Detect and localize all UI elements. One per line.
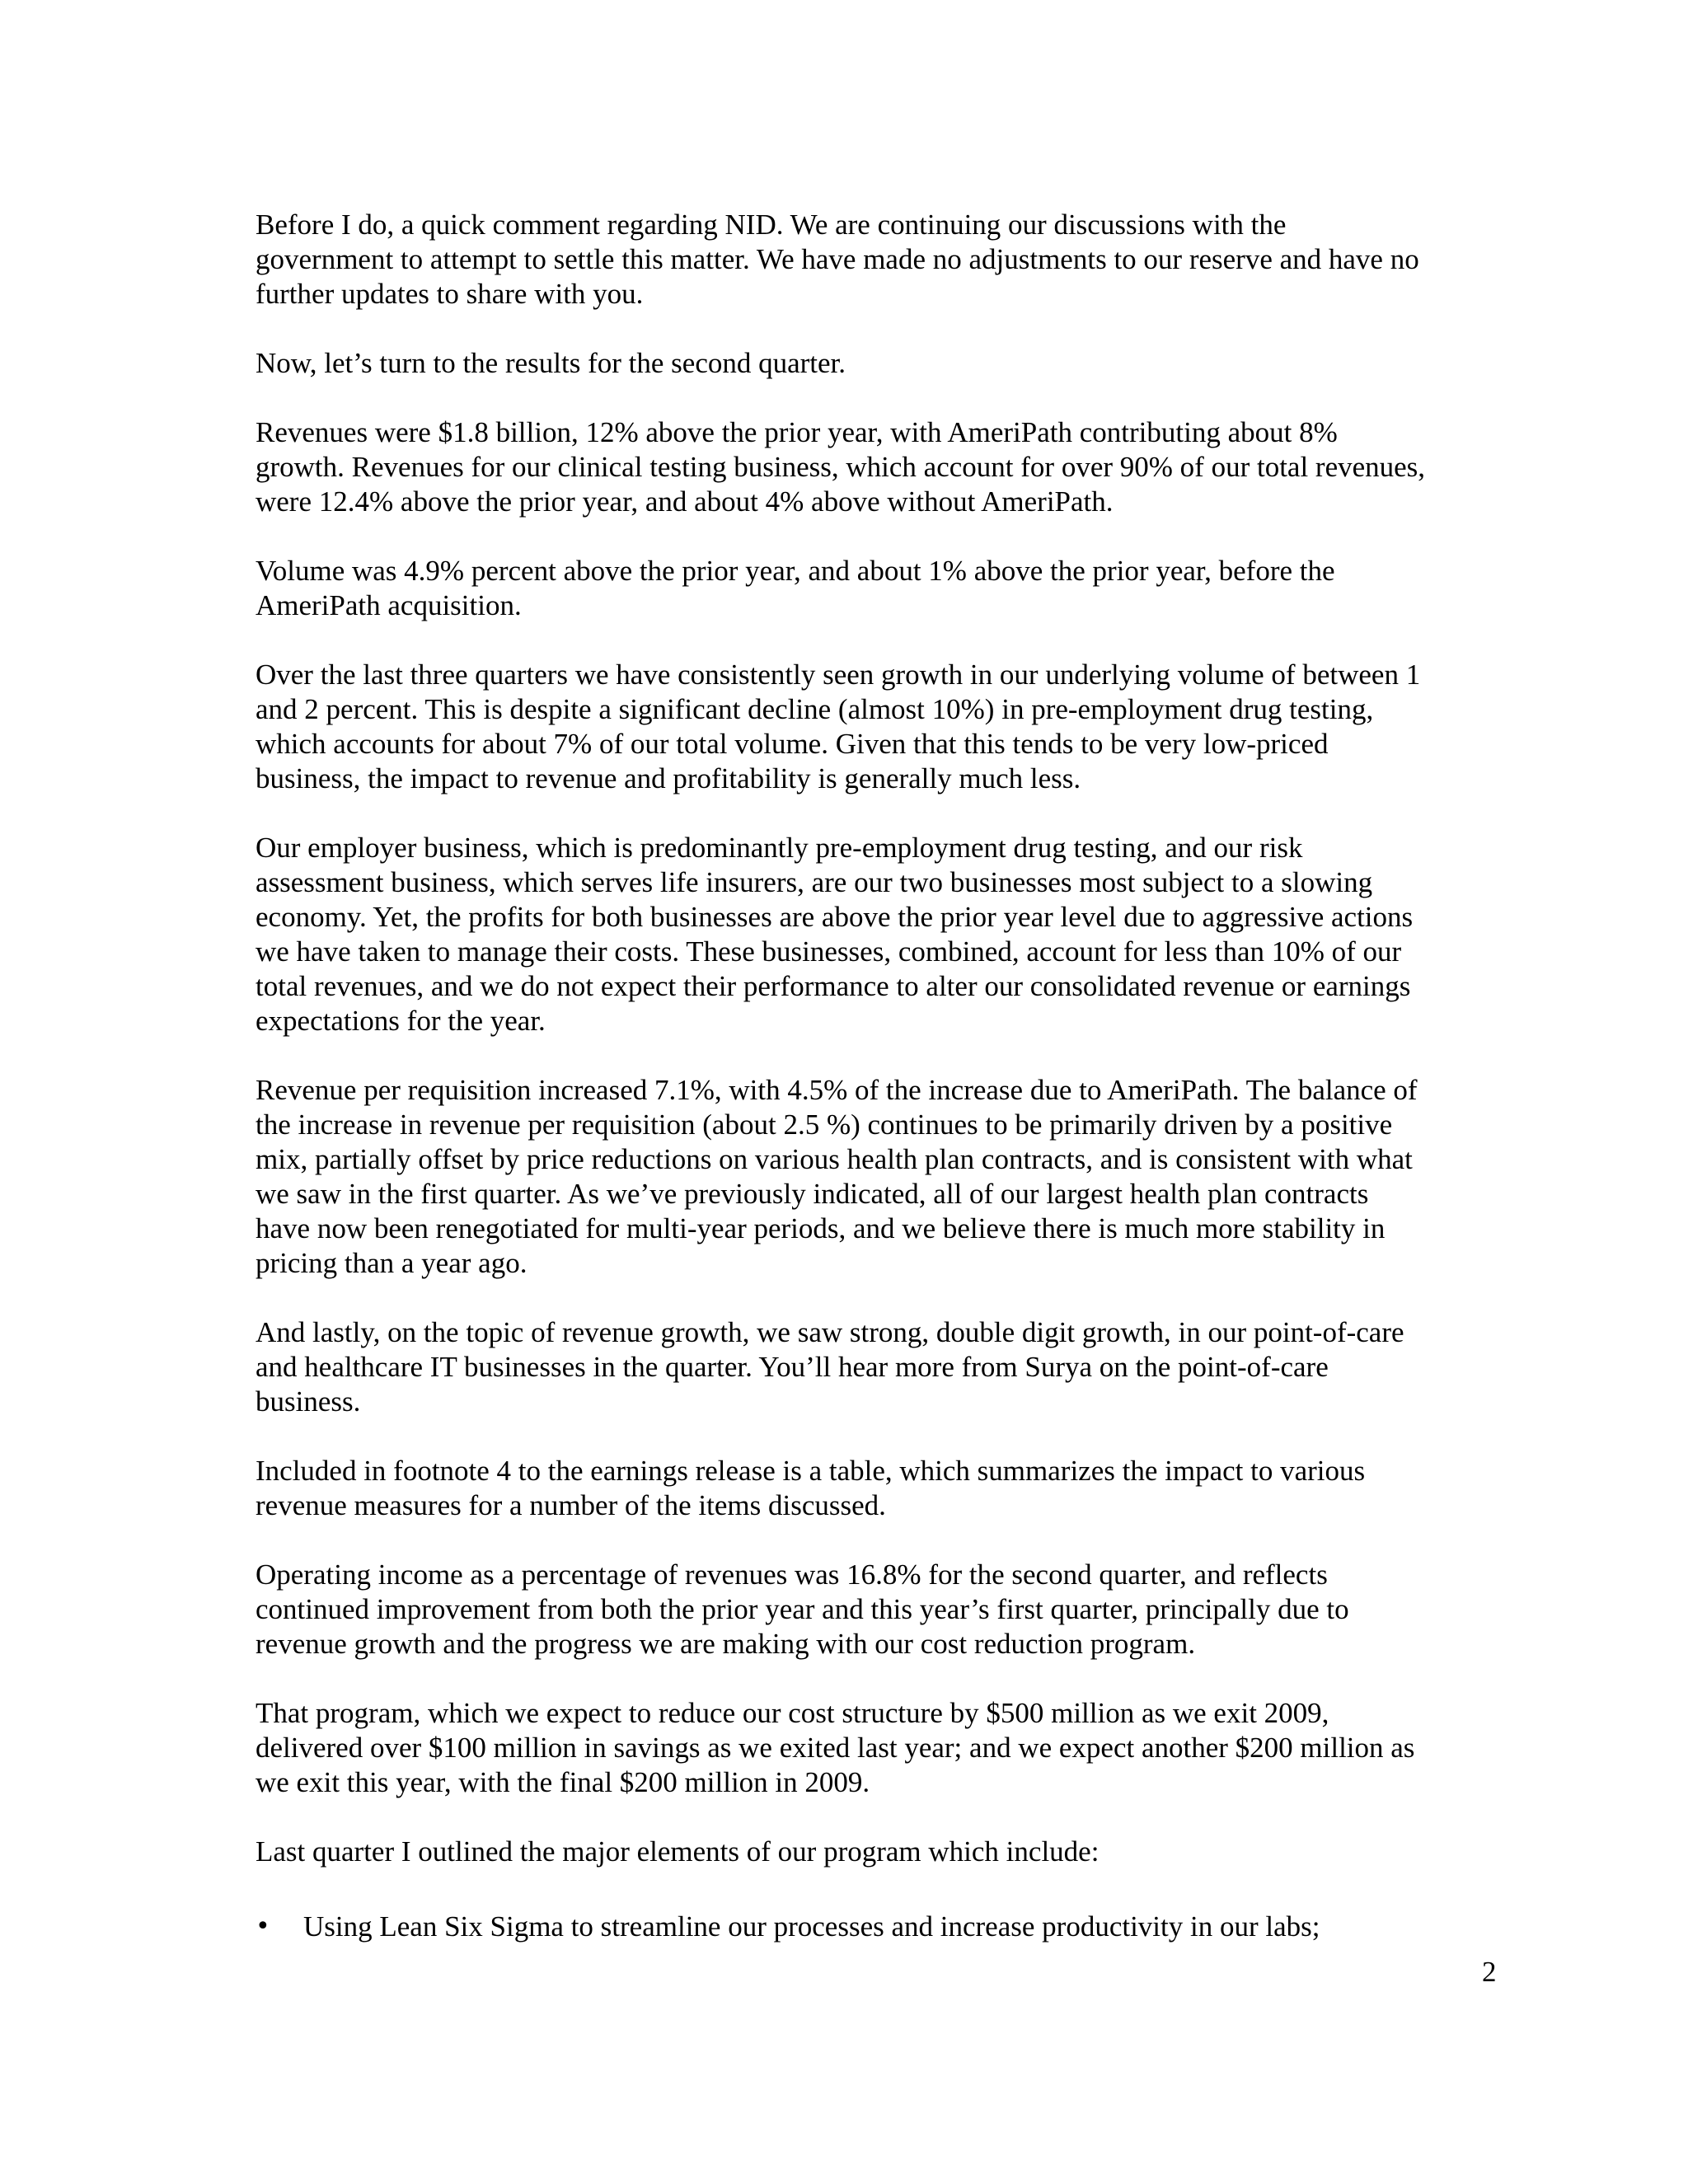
paragraph-volume	[256, 554, 1484, 623]
text-line: economy. Yet, the profits for both businesses are above the prior year level due to aggressive actions	[256, 901, 1414, 933]
text-line: Operating income as a percentage of revenues was 16.8% for the second quarter, and reflects	[256, 1558, 1328, 1591]
text-line: have now been renegotiated for multi-year periods, and we believe there is much more stability in	[256, 1212, 1386, 1244]
text-line: Now, let’s turn to the results for the second quarter.	[256, 347, 846, 379]
text-line: Revenue per requisition increased 7.1%, with 4.5% of the increase due to AmeriPath. The balance of	[256, 1074, 1418, 1106]
text-line: total revenues, and we do not expect their performance to alter our consolidated revenue or earnings	[256, 970, 1411, 1002]
text-line: we have taken to manage their costs. These businesses, combined, account for less than 10% of our	[256, 935, 1402, 968]
paragraph-footnote-reference	[256, 1454, 1484, 1523]
text-line: Revenues were $1.8 billion, 12% above the prior year, with AmeriPath contributing about 8%	[256, 416, 1338, 448]
text-line: And lastly, on the topic of revenue growth, we saw strong, double digit growth, in our point-of-care	[256, 1316, 1404, 1348]
text-line: Included in footnote 4 to the earnings release is a table, which summarizes the impact to various	[256, 1455, 1366, 1487]
paragraph-nid-comment	[256, 208, 1484, 312]
text-line: expectations for the year.	[256, 1005, 546, 1037]
text-line: were 12.4% above the prior year, and about 4% above without AmeriPath.	[256, 485, 1114, 518]
text-line: Over the last three quarters we have consistently seen growth in our underlying volume of between 1	[256, 658, 1421, 691]
text-line: further updates to share with you.	[256, 278, 644, 310]
text-line: mix, partially offset by price reductions on various health plan contracts, and is consistent with what	[256, 1143, 1413, 1175]
text-line: government to attempt to settle this matter. We have made no adjustments to our reserve and have no	[256, 243, 1419, 275]
bullet-list-item	[256, 1910, 1484, 1944]
text-line: assessment business, which serves life insurers, are our two businesses most subject to a slowing	[256, 866, 1373, 898]
paragraph-cost-program	[256, 1696, 1484, 1800]
text-line: pricing than a year ago.	[256, 1247, 528, 1279]
text-line: the increase in revenue per requisition (about 2.5 %) continues to be primarily driven by a positive	[256, 1108, 1393, 1141]
paragraph-revenue-growth	[256, 1315, 1484, 1419]
bullet-text: Using Lean Six Sigma to streamline our processes and increase productivity in our labs;	[303, 1910, 1320, 1943]
page-number: 2	[1482, 1956, 1497, 1988]
paragraph-operating-income	[256, 1558, 1484, 1661]
text-line: we exit this year, with the final $200 million in 2009.	[256, 1766, 870, 1798]
paragraph-program-elements	[256, 1835, 1484, 1869]
text-line: revenue growth and the progress we are making with our cost reduction program.	[256, 1628, 1196, 1660]
text-line: Our employer business, which is predominantly pre-employment drug testing, and our risk	[256, 832, 1303, 864]
paragraph-employer-business	[256, 831, 1484, 1038]
text-line: business, the impact to revenue and profitability is generally much less.	[256, 762, 1081, 794]
text-line: which accounts for about 7% of our total volume. Given that this tends to be very low-priced	[256, 728, 1329, 760]
text-line: Last quarter I outlined the major elements of our program which include:	[256, 1835, 1100, 1868]
text-line: Volume was 4.9% percent above the prior year, and about 1% above the prior year, before the	[256, 555, 1335, 587]
text-line: revenue measures for a number of the items discussed.	[256, 1489, 886, 1521]
bullet-icon: •	[256, 1912, 270, 1941]
paragraph-volume-growth	[256, 658, 1484, 796]
text-line: delivered over $100 million in savings as we exited last year; and we expect another $200 million as	[256, 1732, 1415, 1764]
paragraph-revenue-per-requisition	[256, 1073, 1484, 1281]
text-line: growth. Revenues for our clinical testing business, which account for over 90% of our total revenues,	[256, 451, 1426, 483]
text-line: That program, which we expect to reduce our cost structure by $500 million as we exit 2009,	[256, 1697, 1329, 1729]
paragraph-revenues	[256, 415, 1484, 519]
paragraph-second-quarter-intro	[256, 346, 1484, 381]
text-line: we saw in the first quarter. As we’ve previously indicated, all of our largest health plan contracts	[256, 1178, 1369, 1210]
text-line: business.	[256, 1385, 361, 1418]
text-line: Before I do, a quick comment regarding NID. We are continuing our discussions with the	[256, 209, 1287, 241]
text-line: and healthcare IT businesses in the quarter. You’ll hear more from Surya on the point-of-care	[256, 1351, 1329, 1383]
text-line: and 2 percent. This is despite a significant decline (almost 10%) in pre-employment drug testing,	[256, 693, 1374, 725]
document-body	[256, 208, 1484, 1944]
text-line: AmeriPath acquisition.	[256, 589, 522, 621]
text-line: continued improvement from both the prior year and this year’s first quarter, principally due to	[256, 1593, 1349, 1625]
